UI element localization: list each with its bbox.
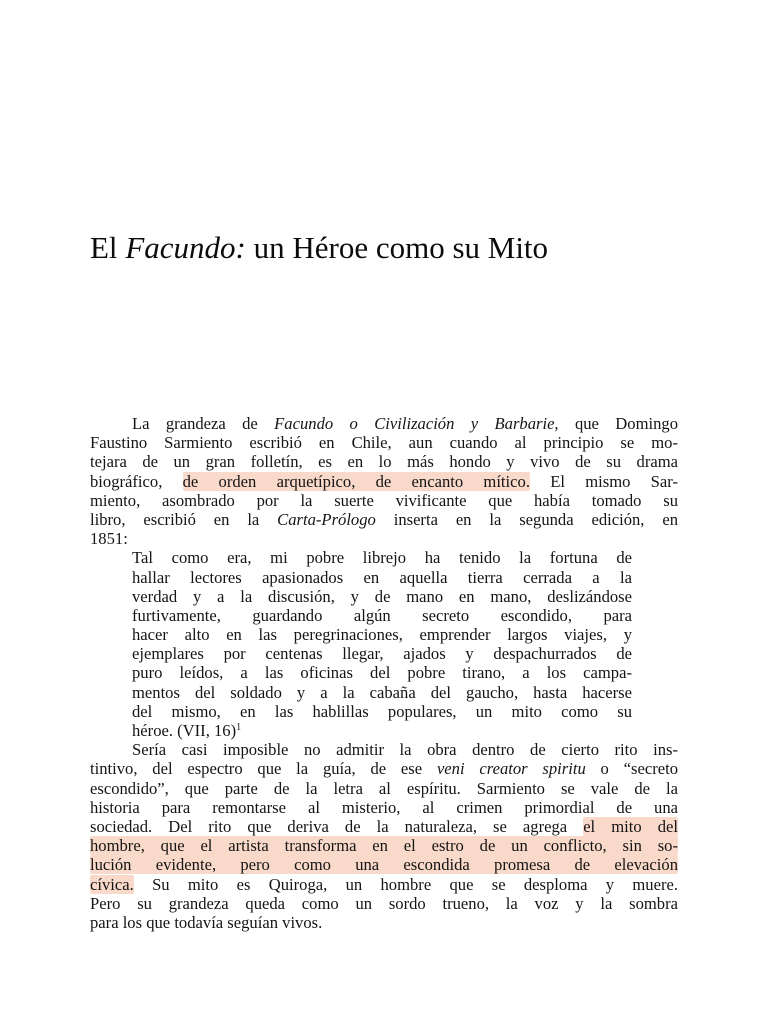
chapter-title-italic: Facundo: — [125, 230, 246, 265]
quote-line: Tal como era, mi pobre librejo ha tenido la fortuna de — [132, 548, 632, 568]
text-line: escondido”, que parte de la letra al espíritu. Sarmiento se vale de la — [90, 778, 678, 798]
text-line: biográfico, de orden arquetípico, de encanto mítico. El mismo Sar- — [90, 471, 678, 491]
text-line — [90, 836, 678, 855]
highlight: el mito del — [583, 816, 678, 836]
text-line: Pero su grandeza queda como un sordo trueno, la voz y la sombra — [90, 893, 678, 913]
highlight: lución evidente, pero como una escondida promesa de elevación — [90, 855, 678, 875]
quote-line: del mismo, en las hablillas populares, un mito como su — [132, 701, 632, 721]
footnote-marker: 1 — [236, 722, 242, 733]
quote-line: héroe. (VII, 16)$^1$ — [132, 721, 242, 740]
highlight: cívica. — [90, 874, 134, 894]
text-line: Sería casi imposible no admitir la obra dentro de cierto rito ins- — [132, 740, 678, 760]
text-line: La grandeza de Facundo o Civilización y Barbarie, que Domingo — [132, 414, 678, 433]
text-line: Faustino Sarmiento escribió en Chile, aun cuando al principio se mo- — [90, 433, 678, 453]
text-line — [90, 855, 678, 874]
quote-line: puro leídos, a las oficinas del pobre tirano, a los campa- — [132, 663, 632, 683]
text-line: tintivo, del espectro que la guía, de ese veni creator spiritu o “secreto — [90, 759, 678, 779]
highlight: hombre, que el artista transforma en el estro de un conflicto, sin so- — [90, 836, 678, 856]
paragraph-1 — [90, 414, 678, 548]
text-line: 1851: — [90, 529, 128, 549]
quote-line: hallar lectores apasionados en aquella tierra cerrada a la — [132, 567, 632, 587]
quote-line: ejemplares por centenas llegar, ajados y despachurrados de — [132, 644, 632, 664]
paragraph-2 — [90, 740, 678, 932]
quote-line: hacer alto en las peregrinaciones, emprender largos viajes, y — [132, 625, 632, 645]
text-line: para los que todavía seguían vivos. — [90, 912, 323, 932]
text-line: historia para remontarse al misterio, al crimen primordial de una — [90, 797, 678, 817]
highlight: de orden arquetípico, de encanto mítico. — [182, 471, 530, 491]
chapter-title: El Facundo: un Héroe como su Mito — [90, 230, 549, 265]
text-line: libro, escribió en la Carta-Prólogo inserta en la segunda edición, en — [90, 509, 678, 529]
quote-line: mentos del soldado y a la cabaña del gaucho, hasta hacerse — [132, 682, 632, 702]
block-quote — [90, 548, 678, 740]
text-line: tejara de un gran folletín, es en lo más hondo y vivo de su drama — [90, 452, 678, 472]
text-line: miento, asombrado por la suerte vivificante que había tomado su — [90, 490, 678, 510]
text-line: sociedad. Del rito que deriva de la naturaleza, se agrega el mito del — [90, 816, 678, 836]
chapter-body — [90, 414, 678, 932]
quote-line: furtivamente, guardando algún secreto escondido, para — [132, 605, 632, 625]
text-line: cívica. Su mito es Quiroga, un hombre que se desploma y muere. — [90, 874, 678, 894]
quote-line: verdad y a la discusión, y de mano en mano, deslizándose — [132, 586, 632, 606]
